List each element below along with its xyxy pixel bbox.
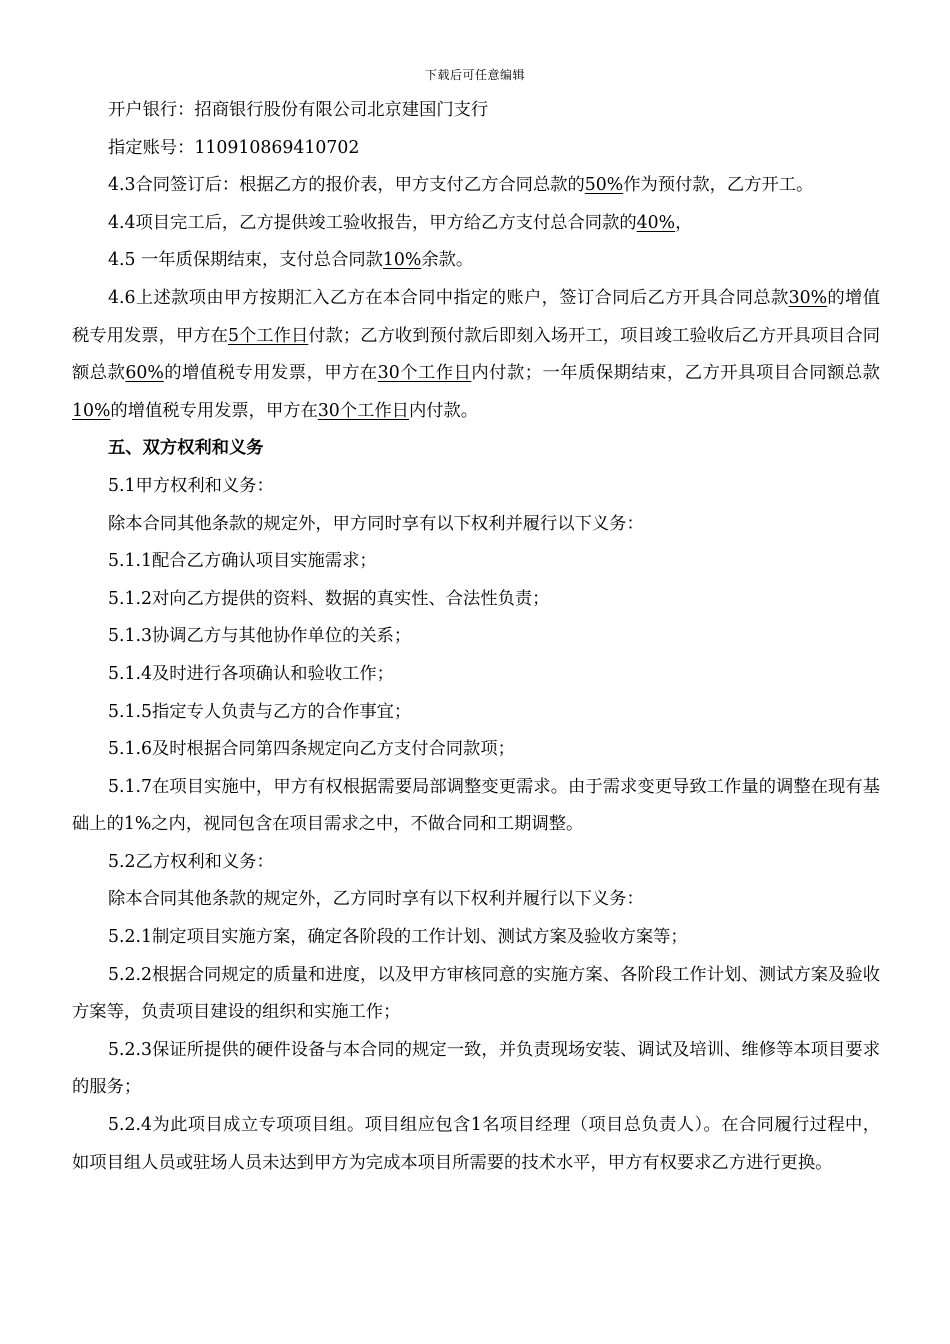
clause-5-1-5: 5.1.5指定专人负责与乙方的合作事宜； [108, 701, 412, 722]
clause-5-2-intro: 除本合同其他条款的规定外，乙方同时享有以下权利并履行以下义务： [108, 889, 644, 910]
clause-5-2-2: 5.2.2根据合同规定的质量和进度，以及甲方审核同意的实施方案、各阶段工作计划、测试方案及验收方案等，负责项目建设的组织和实施工作； [72, 964, 880, 1023]
account-line: 指定账号：110910869410702 [108, 137, 360, 158]
clause-4-6: 4.6上述款项由甲方按期汇入乙方在本合同中指定的账户，签订合同后乙方开具合同总款30%的增值税专用发票，甲方在5个工作日付款；乙方收到预付款后即刻入场开工，项目竣工验收后乙方开具项目合同额总款60%的增值税专用发票，甲方在30个工作日内付款；一年质保期结束，乙方开具项目合同额总款10%的增值税专用发票，甲方在30个工作日内付款。 [72, 287, 880, 421]
clause-4-4: 4.4项目完工后，乙方提供竣工验收报告，甲方给乙方支付总合同款的40%， [108, 212, 693, 233]
clause-5-2-1: 5.2.1制定项目实施方案，确定各阶段的工作计划、测试方案及验收方案等； [108, 927, 688, 948]
document-body [72, 92, 880, 1182]
clause-5-2-3: 5.2.3保证所提供的硬件设备与本合同的规定一致，并负责现场安装、调试及培训、维修等本项目要求的服务； [72, 1039, 880, 1098]
clause-4-3: 4.3合同签订后：根据乙方的报价表，甲方支付乙方合同总款的50%作为预付款，乙方开工。 [108, 175, 814, 196]
clause-5-1-3: 5.1.3协调乙方与其他协作单位的关系； [108, 626, 412, 647]
clause-5-1-6: 5.1.6及时根据合同第四条规定向乙方支付合同款项； [108, 739, 515, 760]
bank-line: 开户银行：招商银行股份有限公司北京建国门支行 [108, 100, 489, 120]
clause-5-2-4: 5.2.4为此项目成立专项项目组。项目组应包含1名项目经理（项目总负责人）。在合同履行过程中，如项目组人员或驻场人员未达到甲方为完成本项目所需要的技术水平，甲方有权要求乙方进行更换。 [72, 1115, 880, 1173]
clause-5-1-intro: 除本合同其他条款的规定外，甲方同时享有以下权利并履行以下义务： [108, 513, 644, 534]
section-5-heading: 五、双方权利和义务 [108, 438, 264, 459]
clause-5-2: 5.2乙方权利和义务： [108, 851, 274, 872]
page-header: 下载后可任意编辑 [424, 68, 525, 82]
clause-5-1-2: 5.1.2对向乙方提供的资料、数据的真实性、合法性负责； [108, 588, 550, 609]
clause-5-1-1: 5.1.1配合乙方确认项目实施需求； [108, 551, 377, 572]
clause-5-1-4: 5.1.4及时进行各项确认和验收工作； [108, 663, 394, 684]
clause-5-1-7: 5.1.7在项目实施中，甲方有权根据需要局部调整变更需求。由于需求变更导致工作量的调整在现有基础上的1%之内，视同包含在项目需求之中，不做合同和工期调整。 [72, 776, 880, 835]
clause-4-5: 4.5 一年质保期结束，支付总合同款10%余款。 [108, 250, 474, 271]
clause-5-1: 5.1甲方权利和义务： [108, 475, 274, 496]
